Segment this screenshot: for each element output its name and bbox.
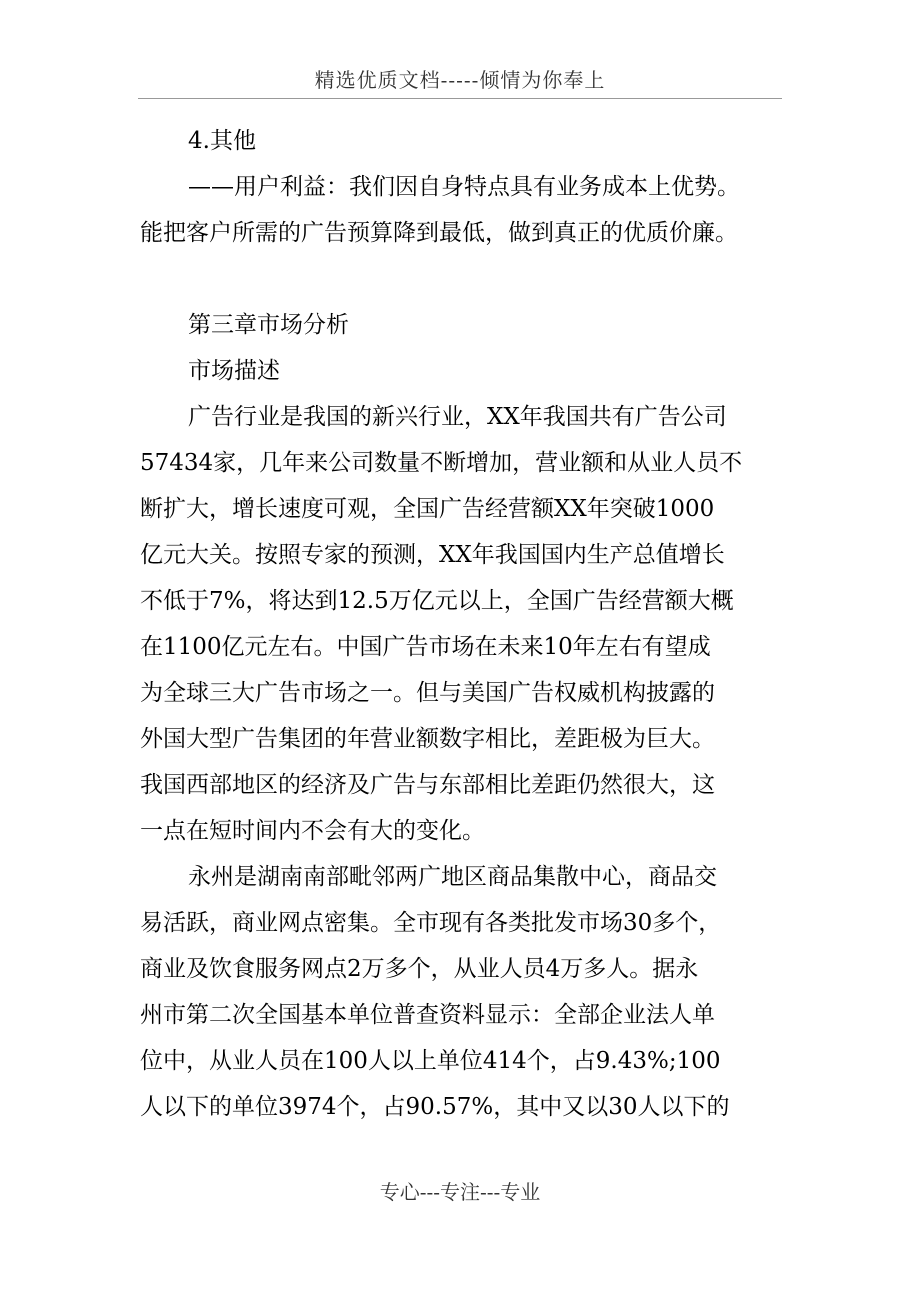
paragraph-line: 一点在短时间内不会有大的变化。 <box>140 818 485 844</box>
paragraph-line: 为全球三大广告市场之一。但与美国广告权威机构披露的 <box>140 680 715 706</box>
page-header: 精选优质文档-----倾情为你奉上 <box>314 68 606 92</box>
paragraph-line: 位中，从业人员在100人以上单位414个，占9.43%;100 <box>140 1048 721 1074</box>
paragraph-line: 州市第二次全国基本单位普查资料显示：全部企业法人单 <box>140 1002 715 1028</box>
paragraph-line: 人以下的单位3974个，占90.57%，其中又以30人以下的 <box>140 1094 730 1120</box>
section-heading-other: 4.其他 <box>188 128 256 154</box>
paragraph-line: 亿元大关。按照专家的预测，XX年我国国内生产总值增长 <box>140 542 725 568</box>
paragraph-line: 商业及饮食服务网点2万多个，从业人员4万多人。据永 <box>140 956 699 982</box>
paragraph-line: 在1100亿元左右。中国广告市场在未来10年左右有望成 <box>140 634 711 660</box>
paragraph-line: 广告行业是我国的新兴行业，XX年我国共有广告公司 <box>188 404 727 430</box>
paragraph-line: 外国大型广告集团的年营业额数字相比，差距极为巨大。 <box>140 726 715 752</box>
paragraph-line: 易活跃，商业网点密集。全市现有各类批发市场30多个， <box>140 910 722 936</box>
page-footer: 专心---专注---专业 <box>379 1180 541 1204</box>
paragraph-line: ——用户利益：我们因自身特点具有业务成本上优势。 <box>188 174 740 200</box>
chapter-title: 第三章市场分析 <box>188 312 349 338</box>
paragraph-line: 我国西部地区的经济及广告与东部相比差距仍然很大，这 <box>140 772 715 798</box>
paragraph-line: 57434家，几年来公司数量不断增加，营业额和从业人员不 <box>140 450 743 476</box>
header-divider <box>138 98 782 99</box>
blank-line <box>140 256 780 302</box>
paragraph-line: 能把客户所需的广告预算降到最低，做到真正的优质价廉。 <box>140 220 738 246</box>
section-title: 市场描述 <box>188 358 280 384</box>
paragraph-line: 断扩大，增长速度可观，全国广告经营额XX年突破1000 <box>140 496 715 522</box>
document-body <box>140 118 780 1130</box>
paragraph-line: 不低于7%，将达到12.5万亿元以上，全国广告经营额大概 <box>140 588 734 614</box>
paragraph-line: 永州是湖南南部毗邻两广地区商品集散中心，商品交 <box>188 864 717 890</box>
